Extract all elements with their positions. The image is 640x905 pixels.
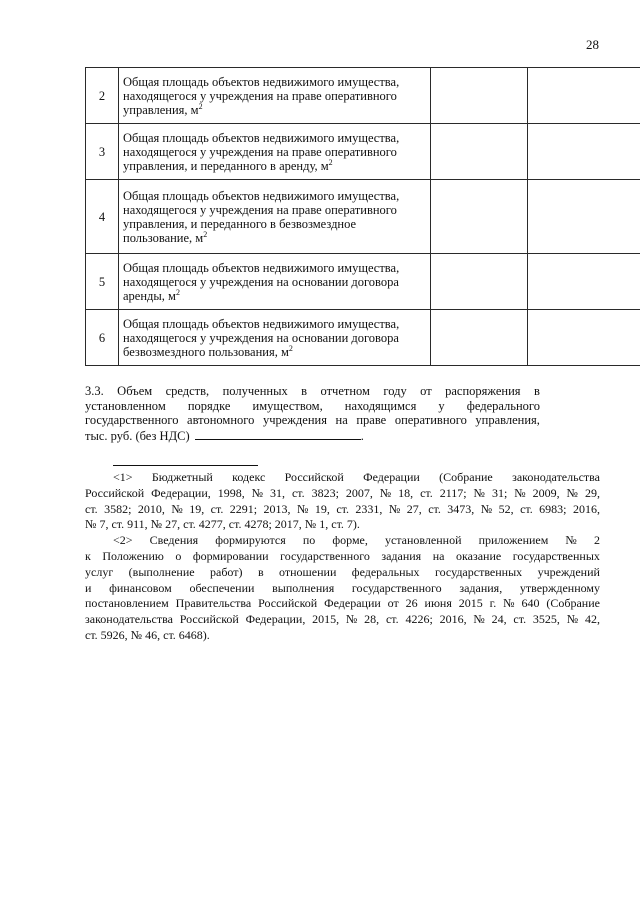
word: у [438,398,445,413]
word: установленной [384,533,462,548]
word: выполнения [272,580,335,595]
word: 2010, [137,501,165,516]
description-line: находящегося у учреждения на основании договора [123,274,399,289]
value-cell-2 [528,180,640,254]
word: ст. [210,501,224,516]
amount-blank-field [195,428,361,440]
value-cell-1 [431,310,528,366]
word: законодательства [512,470,600,484]
word: 6983; [539,501,567,516]
word: 31, [270,485,286,500]
footnote-line: № 7, ст. 911, № 27, ст. 4277, ст. 4278; 2017, № 1, ст. 7). [85,517,360,532]
word: № [473,485,485,500]
word: имуществом, [252,398,323,413]
description-line: Общая площадь объектов недвижимого имущества, [123,74,400,89]
word: (выполнение [128,564,195,579]
word: № [296,501,309,516]
footnote-line [85,486,600,502]
word: 3823; [311,485,339,500]
word: 27, [406,501,422,516]
word: 31; [491,485,508,500]
row-number: 5 [86,254,119,310]
word: форме, [332,533,368,548]
table-row [86,254,640,310]
word: № [514,485,526,500]
description-line: безвозмездного пользования, $м^2$ [123,343,293,359]
footnote-line [85,470,600,486]
property-area-table [85,67,640,366]
word: утвержденному [519,580,600,595]
word: Положению [102,548,164,563]
word: находящимся [344,398,417,413]
word: в [257,564,264,579]
word: 2291; [229,501,258,516]
word: № [503,596,515,611]
para-line-4 [85,428,540,444]
para-line-4-suffix: . [360,428,364,443]
word: услуг [85,564,114,579]
word: от [387,596,399,611]
word: в [533,384,540,398]
word: ст. [85,501,98,516]
word: 2015 [458,596,483,611]
footnote-line [85,565,600,581]
word: <1> [113,470,133,484]
para-line-4-prefix: тыс. руб. (без НДС) [85,428,190,443]
word: Сведения [149,533,199,548]
footnote-line [85,502,600,518]
word: ст. [291,485,305,500]
word: 2013, [263,501,291,516]
word: законодательства [85,612,173,627]
word: распоряжения [445,384,521,398]
description-line: находящегося у учреждения на праве оперативного [123,88,397,103]
word: порядке [187,398,231,413]
description-line: Общая площадь объектов недвижимого имущества, [123,260,400,275]
word: № [565,533,577,548]
word: ст. [513,612,527,627]
word: государственного [351,580,442,595]
word: отношении [279,564,337,579]
footnote-1 [85,470,600,533]
word: на [335,413,348,428]
word: оперативного [394,413,467,428]
word: 2117; [439,485,467,500]
word: средств, [165,384,210,398]
row-number: 3 [86,124,119,180]
description-line: Общая площадь объектов недвижимого имущества, [123,316,400,331]
word: Федерации, [245,612,306,627]
word: государственного [85,413,179,428]
description-line: Общая площадь объектов недвижимого имущества, [123,130,400,145]
para-line-1 [85,384,540,399]
value-cell-2 [528,310,640,366]
footnote-line [85,581,600,597]
word: Российской [284,470,344,484]
word: 2007, [345,485,373,500]
word: праве [356,413,387,428]
word: кодекс [232,470,266,484]
word: 19, [314,501,330,516]
word: оказание [456,548,502,563]
word: федеральных [351,564,420,579]
word: федерального [466,398,540,413]
word: № [345,612,358,627]
table-row [86,310,640,366]
word: Федерации [324,596,381,611]
value-cell-2 [528,68,640,124]
word: Российской [179,612,239,627]
word: Объем [117,384,153,398]
para-line-2 [85,399,540,414]
word: приложением [478,533,549,548]
word: Бюджетный [151,470,213,484]
word: государственного [280,548,370,563]
word: 2 [593,533,600,548]
word: г. [489,596,497,611]
word: 29, [584,485,600,500]
value-cell-2 [528,124,640,180]
word: 2016, [439,612,467,627]
unit-superscript: 2 [175,287,180,297]
value-cell-1 [431,254,528,310]
word: № [566,485,578,500]
word: установленном [85,398,166,413]
word: № [473,612,485,627]
word: 4226; [405,612,433,627]
word: № [171,501,183,516]
word: 28, [364,612,380,627]
word: № [566,612,579,627]
word: обеспечении [189,580,255,595]
footnote-line [85,612,600,628]
word: постановлением [85,596,169,611]
word: государственных [512,548,600,563]
row-number: 2 [86,68,119,124]
word: к [85,548,91,563]
word: 2331, [355,501,383,516]
word: учреждения [262,413,327,428]
word: государственных [434,564,523,579]
value-cell-1 [431,180,528,254]
word: (Собрание [546,596,600,611]
word: Российской [85,485,145,500]
page-number: 28 [586,37,599,52]
table-row [86,124,640,180]
word: (Собрание [439,470,493,484]
word: Правительства [175,596,252,611]
footnotes [85,470,600,644]
word: работ) [210,564,243,579]
word: по [302,533,316,548]
row-description [119,124,431,180]
word: формировании [192,548,269,563]
word: 2015, [312,612,340,627]
word: о [175,548,182,563]
para-line-3 [85,413,540,428]
word: 1998, [217,485,245,500]
word: ст. [420,485,433,500]
description-line: управления, и переданного в аренду, $м^2$ [123,157,333,173]
footnote-line [85,596,600,612]
word: управления, [475,413,540,428]
word: Федерации [363,470,420,484]
word: 42, [584,612,600,627]
word: от [420,384,432,398]
footnote-separator [113,465,258,466]
description-line: управления, и переданного в безвозмездное [123,216,357,231]
word: задания, [459,580,503,595]
word: автономного [187,413,255,428]
word: в [301,384,308,398]
word: учреждений [537,564,600,579]
row-description [119,254,431,310]
word: июня [424,596,452,611]
row-description [119,310,431,366]
value-cell-1 [431,68,528,124]
word: 3.3. [85,384,104,398]
word: 2016, [572,501,600,516]
word: году [383,384,407,398]
word: финансовом [109,580,172,595]
word: Российской [258,596,318,611]
word: 26 [405,596,418,611]
word: 3525, [532,612,560,627]
word: 2009, [532,485,560,500]
word: задания [381,548,422,563]
word: № [379,485,392,500]
footnote-2 [85,533,600,644]
word: на [432,548,445,563]
word: 52, [498,501,514,516]
table-row [86,180,640,254]
word: 24, [491,612,507,627]
word: 3473, [447,501,475,516]
word: ст. [385,612,399,627]
word: формируются [215,533,286,548]
table-row [86,68,640,124]
word: 3582; [104,501,132,516]
word: и [85,580,92,595]
word: 19, [189,501,205,516]
row-number: 4 [86,180,119,254]
description-line: управления, $м^2$ [123,101,203,117]
word: отчетном [320,384,370,398]
unit-superscript: 2 [328,157,333,167]
row-description [119,68,431,124]
word: № [388,501,401,516]
word: 640 [521,596,540,611]
unit-superscript: 2 [203,229,208,239]
word: 18, [398,485,414,500]
word: ст. [520,501,533,516]
description-line: находящегося у учреждения на праве оперативного [123,144,397,159]
unit-superscript: 2 [198,101,203,111]
description-line: пользование, $м^2$ [123,229,208,245]
description-line: находящегося у учреждения на основании договора [123,330,399,345]
footnote-line [85,533,600,549]
word: ст. [336,501,349,516]
footnote-line [85,549,600,565]
description-line: Общая площадь объектов недвижимого имущества, [123,188,400,203]
word: <2> [113,533,133,548]
word: Федерации, [151,485,211,500]
row-description [119,180,431,254]
section-3-3-paragraph [85,384,540,443]
word: ст. [428,501,441,516]
word: № [251,485,264,500]
value-cell-1 [431,124,528,180]
row-number: 6 [86,310,119,366]
value-cell-2 [528,254,640,310]
description-line: аренды, $м^2$ [123,287,180,303]
description-line: находящегося у учреждения на праве оперативного [123,202,397,217]
word: полученных [222,384,288,398]
word: № [480,501,493,516]
footnote-line: ст. 5926, № 46, ст. 6468). [85,627,210,642]
unit-superscript: 2 [288,343,293,353]
